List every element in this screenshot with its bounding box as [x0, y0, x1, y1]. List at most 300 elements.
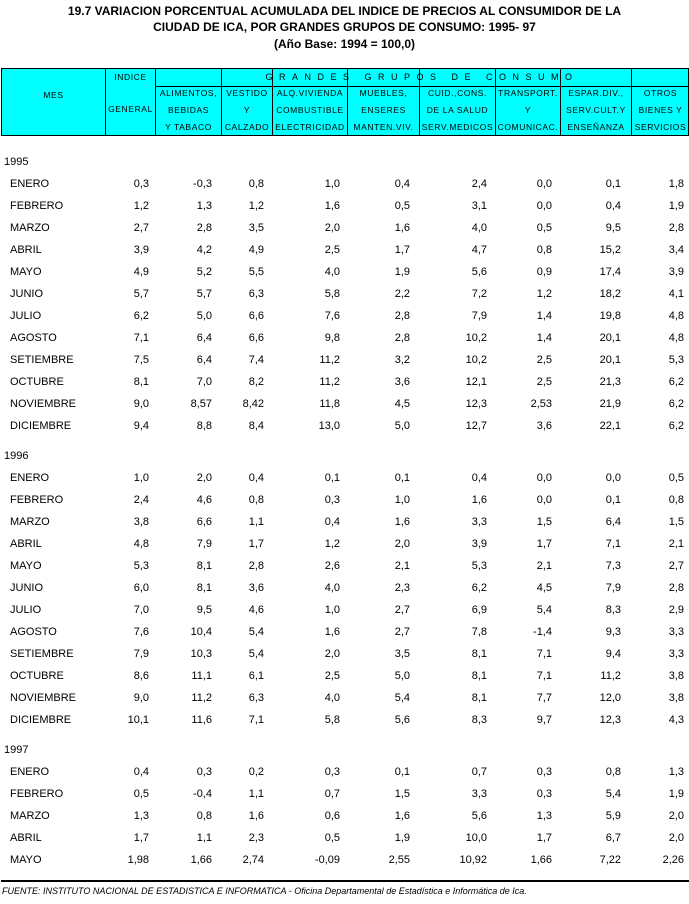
value-cell: 2,8: [248, 560, 264, 572]
value-cell: 8,1: [471, 648, 487, 660]
header-mes: MES: [43, 90, 64, 100]
value-cell: 1,6: [324, 200, 340, 212]
value-cell: 3,9: [668, 266, 684, 278]
value-cell: 11,2: [191, 692, 212, 704]
value-cell: 1,3: [536, 810, 552, 822]
value-cell: 3,5: [248, 222, 264, 234]
table-row: [0, 580, 689, 596]
table-row: [0, 764, 689, 780]
value-cell: 4,0: [324, 692, 340, 704]
table-row: [0, 492, 689, 508]
header-group-muebles-line-1: MUEBLES,: [359, 88, 408, 98]
table-row: [0, 308, 689, 324]
value-cell: 0,8: [668, 494, 684, 506]
value-cell: 6,6: [196, 516, 212, 528]
value-cell: 12,1: [465, 376, 487, 388]
table-row: [0, 330, 689, 346]
table-row: [0, 396, 689, 412]
value-cell: 3,8: [668, 670, 684, 682]
value-cell: 1,1: [248, 516, 264, 528]
value-cell: 7,1: [536, 670, 552, 682]
value-cell: 21,9: [599, 398, 621, 410]
value-cell: 6,6: [248, 332, 264, 344]
value-cell: 6,3: [248, 692, 264, 704]
value-cell: 9,8: [324, 332, 340, 344]
value-cell: 3,5: [394, 648, 410, 660]
month-cell: MAYO: [10, 266, 42, 278]
value-cell: 7,2: [471, 288, 487, 300]
month-cell: JULIO: [10, 310, 42, 322]
table-row: [0, 668, 689, 684]
value-cell: 1,9: [668, 200, 684, 212]
value-cell: 1,66: [190, 854, 212, 866]
value-cell: 1,6: [394, 810, 410, 822]
value-cell: 0,4: [133, 766, 149, 778]
header-group-alimentos: [155, 69, 221, 135]
value-cell: 11,2: [600, 670, 621, 682]
table-row: [0, 198, 689, 214]
value-cell: 0,5: [133, 788, 149, 800]
table-row: [0, 242, 689, 258]
value-cell: 2,74: [242, 854, 264, 866]
value-cell: 11,2: [319, 376, 340, 388]
value-cell: 0,3: [324, 494, 340, 506]
month-cell: ENERO: [10, 766, 50, 778]
value-cell: 0,1: [605, 494, 621, 506]
value-cell: 3,9: [133, 244, 149, 256]
value-cell: 9,4: [133, 420, 149, 432]
value-cell: 8,1: [471, 670, 487, 682]
month-cell: ENERO: [10, 178, 50, 190]
value-cell: 2,8: [668, 582, 684, 594]
value-cell: 11,1: [191, 670, 212, 682]
value-cell: 4,8: [668, 310, 684, 322]
header-group-salud-line-3: SERV.MEDICOS: [421, 122, 494, 132]
month-cell: AGOSTO: [10, 626, 57, 638]
value-cell: 2,0: [324, 222, 340, 234]
value-cell: 6,6: [248, 310, 264, 322]
value-cell: 5,3: [668, 354, 684, 366]
value-cell: 7,1: [605, 538, 621, 550]
value-cell: 5,6: [394, 714, 410, 726]
header-group-vestido-line-3: CALZADO: [224, 122, 270, 132]
value-cell: 1,0: [324, 604, 340, 616]
value-cell: 10,0: [465, 832, 487, 844]
value-cell: 9,3: [605, 626, 621, 638]
month-cell: OCTUBRE: [10, 670, 64, 682]
value-cell: 8,1: [133, 376, 149, 388]
header-group-muebles: [347, 69, 419, 135]
value-cell: 3,1: [471, 200, 487, 212]
value-cell: 2,26: [662, 854, 684, 866]
value-cell: 0,5: [394, 200, 410, 212]
value-cell: 5,8: [324, 288, 340, 300]
value-cell: 0,5: [324, 832, 340, 844]
value-cell: 3,6: [248, 582, 264, 594]
header-group-vestido-line-2: Y: [243, 105, 251, 115]
value-cell: 4,8: [133, 538, 149, 550]
value-cell: 2,1: [668, 538, 684, 550]
value-cell: 0,5: [536, 222, 552, 234]
value-cell: 1,9: [394, 832, 410, 844]
value-cell: 5,4: [394, 692, 410, 704]
value-cell: 2,9: [668, 604, 684, 616]
header-group-muebles-line-3: MANTEN.VIV.: [353, 122, 414, 132]
value-cell: 2,7: [394, 604, 410, 616]
value-cell: 15,2: [599, 244, 621, 256]
value-cell: 5,4: [605, 788, 621, 800]
value-cell: 0,5: [668, 472, 684, 484]
value-cell: 1,6: [394, 516, 410, 528]
table-row: [0, 624, 689, 640]
value-cell: 2,0: [668, 832, 684, 844]
value-cell: 12,0: [599, 692, 621, 704]
value-cell: 3,4: [668, 244, 684, 256]
header-group-otros: [631, 69, 689, 135]
table-row: [0, 602, 689, 618]
value-cell: 1,7: [536, 832, 552, 844]
value-cell: 2,5: [536, 354, 552, 366]
value-cell: 1,5: [536, 516, 552, 528]
value-cell: 7,9: [471, 310, 487, 322]
value-cell: 12,3: [599, 714, 621, 726]
value-cell: 1,5: [394, 788, 410, 800]
value-cell: 1,0: [324, 178, 340, 190]
value-cell: 3,6: [394, 376, 410, 388]
value-cell: 4,0: [324, 582, 340, 594]
value-cell: 5,2: [196, 266, 212, 278]
header-group-alq-vivienda: [272, 69, 347, 135]
value-cell: 0,4: [605, 200, 621, 212]
month-cell: ABRIL: [10, 832, 42, 844]
value-cell: 5,7: [133, 288, 149, 300]
header-grandes-grupos: GRANDES GRUPOS DE CONSUMO: [155, 69, 688, 87]
value-cell: 2,5: [324, 244, 340, 256]
value-cell: 8,42: [242, 398, 264, 410]
value-cell: 6,2: [668, 420, 684, 432]
report-title-line-2: CIUDAD DE ICA, POR GRANDES GRUPOS DE CONSUMO: 1995- 97: [153, 20, 536, 34]
value-cell: 2,1: [536, 560, 552, 572]
value-cell: 0,4: [324, 516, 340, 528]
value-cell: 8,1: [196, 582, 212, 594]
footer-rule: [1, 880, 689, 882]
value-cell: 1,2: [133, 200, 149, 212]
value-cell: 1,2: [536, 288, 552, 300]
value-cell: 12,7: [465, 420, 487, 432]
value-cell: 9,7: [536, 714, 552, 726]
value-cell: 10,1: [127, 714, 149, 726]
value-cell: 7,22: [599, 854, 621, 866]
value-cell: 7,8: [471, 626, 487, 638]
table-row: [0, 830, 689, 846]
value-cell: 13,0: [318, 420, 340, 432]
value-cell: 0,0: [536, 200, 552, 212]
value-cell: 1,9: [668, 788, 684, 800]
value-cell: 1,7: [536, 538, 552, 550]
value-cell: 2,8: [196, 222, 212, 234]
month-cell: JUNIO: [10, 288, 43, 300]
header-group-vestido: [221, 69, 272, 135]
table-row: [0, 808, 689, 824]
header-group-alq-vivienda-line-2: COMBUSTIBLE: [276, 105, 344, 115]
value-cell: 8,6: [133, 670, 149, 682]
value-cell: 2,53: [530, 398, 552, 410]
value-cell: 0,1: [394, 766, 410, 778]
value-cell: 9,5: [605, 222, 621, 234]
header-group-salud-line-1: CUID.,CONS.: [427, 88, 488, 98]
value-cell: 10,3: [190, 648, 212, 660]
value-cell: 12,3: [465, 398, 487, 410]
value-cell: 4,0: [324, 266, 340, 278]
value-cell: -0,3: [193, 178, 212, 190]
value-cell: 4,5: [394, 398, 410, 410]
value-cell: 4,3: [668, 714, 684, 726]
header-group-otros-line-3: SERVICIOS: [634, 122, 687, 132]
value-cell: 0,2: [248, 766, 264, 778]
source-footnote: FUENTE: INSTITUTO NACIONAL DE ESTADISTICA E INFORMATICA - Oficina Departamental de Estadística e Informática de Ica.: [2, 886, 527, 896]
header-group-transporte-line-1: TRANSPORT.: [498, 88, 558, 98]
month-cell: MAYO: [10, 854, 42, 866]
table-row: [0, 176, 689, 192]
header-group-otros-line-2: BIENES Y: [638, 105, 683, 115]
value-cell: -0,4: [193, 788, 212, 800]
value-cell: 0,4: [248, 472, 264, 484]
value-cell: 0,3: [133, 178, 149, 190]
value-cell: 1,8: [668, 178, 684, 190]
table-row: [0, 470, 689, 486]
value-cell: 0,0: [536, 494, 552, 506]
month-cell: DICIEMBRE: [10, 420, 72, 432]
value-cell: 2,8: [394, 310, 410, 322]
value-cell: 8,3: [605, 604, 621, 616]
value-cell: 0,1: [605, 178, 621, 190]
value-cell: 9,4: [605, 648, 621, 660]
header-indice-line-1: INDICE: [114, 72, 147, 82]
value-cell: 4,0: [471, 222, 487, 234]
value-cell: 8,2: [248, 376, 264, 388]
value-cell: 9,5: [196, 604, 212, 616]
value-cell: 7,6: [324, 310, 340, 322]
value-cell: 2,8: [394, 332, 410, 344]
value-cell: 2,0: [324, 648, 340, 660]
value-cell: 4,5: [536, 582, 552, 594]
value-cell: 11,8: [319, 398, 340, 410]
value-cell: 2,3: [394, 582, 410, 594]
value-cell: 1,6: [248, 810, 264, 822]
value-cell: 5,7: [196, 288, 212, 300]
value-cell: 0,1: [394, 472, 410, 484]
value-cell: 6,2: [133, 310, 149, 322]
value-cell: 2,7: [133, 222, 149, 234]
month-cell: OCTUBRE: [10, 376, 64, 388]
header-group-alimentos-line-2: BEBIDAS: [167, 105, 210, 115]
month-cell: MARZO: [10, 516, 50, 528]
month-cell: MARZO: [10, 810, 50, 822]
value-cell: 1,3: [196, 200, 212, 212]
value-cell: 5,6: [471, 266, 487, 278]
value-cell: 1,7: [394, 244, 410, 256]
table-row: [0, 536, 689, 552]
month-cell: JUNIO: [10, 582, 43, 594]
value-cell: 0,7: [324, 788, 340, 800]
value-cell: 1,0: [394, 494, 410, 506]
value-cell: 3,2: [394, 354, 410, 366]
value-cell: -1,4: [533, 626, 552, 638]
value-cell: 1,9: [394, 266, 410, 278]
value-cell: 0,3: [536, 788, 552, 800]
value-cell: 6,2: [668, 398, 684, 410]
value-cell: 1,3: [133, 810, 149, 822]
value-cell: 0,1: [324, 472, 340, 484]
value-cell: 6,4: [605, 516, 621, 528]
value-cell: 5,4: [248, 648, 264, 660]
month-cell: FEBRERO: [10, 788, 64, 800]
value-cell: 7,4: [248, 354, 264, 366]
table-row: [0, 374, 689, 390]
value-cell: 2,5: [324, 670, 340, 682]
value-cell: 1,98: [127, 854, 149, 866]
value-cell: 5,5: [248, 266, 264, 278]
value-cell: 0,8: [248, 178, 264, 190]
value-cell: 1,6: [471, 494, 487, 506]
value-cell: 4,1: [668, 288, 684, 300]
month-cell: MARZO: [10, 222, 50, 234]
value-cell: 2,4: [133, 494, 149, 506]
value-cell: 10,4: [190, 626, 212, 638]
value-cell: 7,1: [248, 714, 264, 726]
table-row: [0, 558, 689, 574]
value-cell: 9,0: [133, 398, 149, 410]
value-cell: 6,9: [471, 604, 487, 616]
header-group-transporte-line-3: COMUNICAC.: [497, 122, 559, 132]
value-cell: 2,55: [388, 854, 410, 866]
value-cell: 3,3: [668, 626, 684, 638]
year-label: 1996: [4, 450, 29, 462]
value-cell: 20,1: [599, 354, 621, 366]
value-cell: 1,6: [394, 222, 410, 234]
value-cell: 6,3: [248, 288, 264, 300]
value-cell: 22,1: [599, 420, 621, 432]
value-cell: 21,3: [599, 376, 621, 388]
value-cell: 3,3: [471, 516, 487, 528]
table-row: [0, 220, 689, 236]
table-row: [0, 286, 689, 302]
value-cell: 7,9: [196, 538, 212, 550]
value-cell: 4,9: [248, 244, 264, 256]
value-cell: 8,1: [196, 560, 212, 572]
value-cell: 1,6: [324, 626, 340, 638]
month-cell: ABRIL: [10, 538, 42, 550]
month-cell: MAYO: [10, 560, 42, 572]
value-cell: 19,8: [599, 310, 621, 322]
value-cell: 7,3: [605, 560, 621, 572]
month-cell: NOVIEMBRE: [10, 692, 77, 704]
header-group-transporte: [495, 69, 560, 135]
value-cell: 0,4: [471, 472, 487, 484]
value-cell: 5,8: [324, 714, 340, 726]
value-cell: 8,8: [196, 420, 212, 432]
value-cell: 6,2: [668, 376, 684, 388]
month-cell: SETIEMBRE: [10, 648, 74, 660]
value-cell: 2,7: [668, 560, 684, 572]
value-cell: 8,57: [190, 398, 212, 410]
value-cell: 7,1: [133, 332, 149, 344]
value-cell: 7,0: [196, 376, 212, 388]
value-cell: 2,0: [196, 472, 212, 484]
value-cell: 1,4: [536, 332, 552, 344]
value-cell: 3,3: [471, 788, 487, 800]
header-group-otros-line-1: OTROS: [643, 88, 678, 98]
value-cell: 5,0: [394, 670, 410, 682]
value-cell: 5,3: [471, 560, 487, 572]
table-row: [0, 712, 689, 728]
value-cell: 7,0: [133, 604, 149, 616]
value-cell: 11,2: [319, 354, 340, 366]
value-cell: 5,4: [536, 604, 552, 616]
header-group-alq-vivienda-line-3: ELECTRICIDAD: [275, 122, 345, 132]
value-cell: 1,1: [196, 832, 212, 844]
month-cell: ABRIL: [10, 244, 42, 256]
header-group-esparcimiento-line-1: ESPAR.DIV.,: [568, 88, 624, 98]
value-cell: 0,8: [196, 810, 212, 822]
value-cell: 0,3: [536, 766, 552, 778]
report-title-line-3: (Año Base: 1994 = 100,0): [273, 37, 416, 51]
table-row: [0, 352, 689, 368]
value-cell: 8,3: [471, 714, 487, 726]
value-cell: 0,8: [605, 766, 621, 778]
header-group-alq-vivienda-line-1: ALQ.VIVIENDA: [276, 88, 344, 98]
month-cell: FEBRERO: [10, 494, 64, 506]
header-group-salud-line-2: DE LA SALUD: [426, 105, 489, 115]
value-cell: 7,6: [133, 626, 149, 638]
value-cell: 6,7: [605, 832, 621, 844]
header-group-esparcimiento-line-2: SERV.CULT.Y: [566, 105, 626, 115]
value-cell: 0,8: [248, 494, 264, 506]
value-cell: 6,4: [196, 332, 212, 344]
table-row: [0, 852, 689, 868]
value-cell: 10,92: [459, 854, 487, 866]
value-cell: 3,6: [536, 420, 552, 432]
header-group-salud: [419, 69, 495, 135]
value-cell: 1,4: [536, 310, 552, 322]
value-cell: 1,0: [133, 472, 149, 484]
year-label: 1997: [4, 744, 29, 756]
header-indice-general: [105, 69, 155, 135]
value-cell: 4,6: [196, 494, 212, 506]
value-cell: 4,7: [471, 244, 487, 256]
value-cell: 7,9: [133, 648, 149, 660]
header-group-transporte-line-2: Y: [524, 105, 532, 115]
value-cell: 3,8: [133, 516, 149, 528]
value-cell: 2,1: [394, 560, 410, 572]
value-cell: 7,1: [536, 648, 552, 660]
value-cell: 10,2: [465, 332, 487, 344]
value-cell: 0,8: [536, 244, 552, 256]
value-cell: 1,2: [324, 538, 340, 550]
table-row: [0, 646, 689, 662]
value-cell: 5,0: [196, 310, 212, 322]
value-cell: 8,1: [471, 692, 487, 704]
value-cell: 2,6: [324, 560, 340, 572]
value-cell: 4,6: [248, 604, 264, 616]
report-title-line-1: 19.7 VARIACION PORCENTUAL ACUMULADA DEL INDICE DE PRECIOS AL CONSUMIDOR DE LA: [67, 4, 622, 18]
value-cell: 10,2: [465, 354, 487, 366]
header-group-esparcimiento: [560, 69, 631, 135]
header-indice-line-2: GENERAL: [108, 104, 153, 114]
value-cell: 6,2: [471, 582, 487, 594]
value-cell: 2,4: [471, 178, 487, 190]
value-cell: 5,3: [133, 560, 149, 572]
